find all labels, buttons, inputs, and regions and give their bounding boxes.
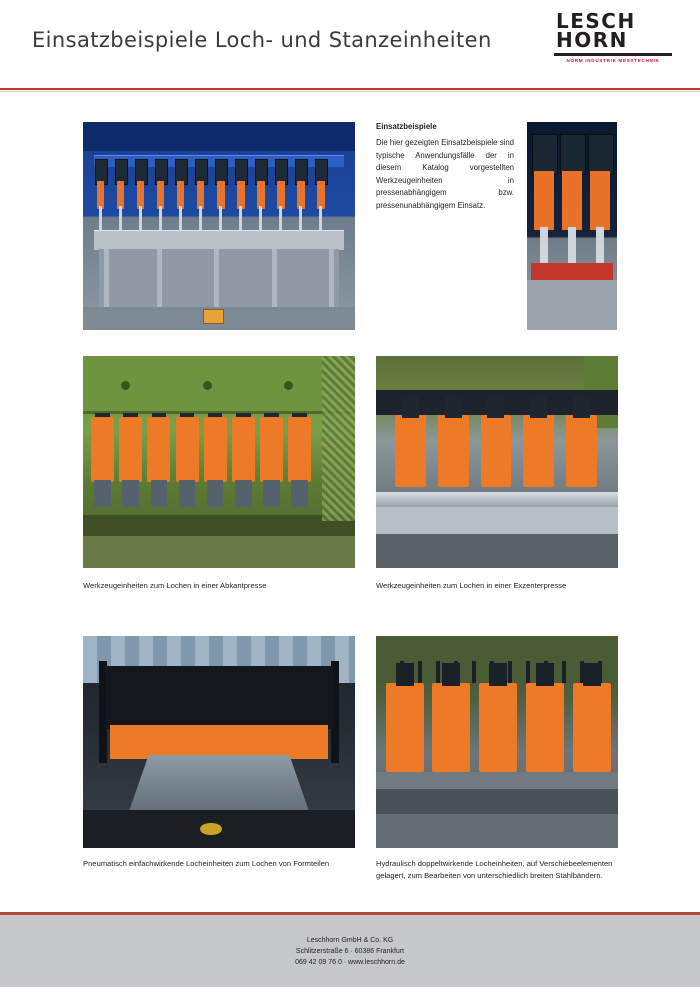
header-divider-secondary	[0, 91, 700, 92]
logo-tagline: NORM INDUSTRIE MESSTECHNIK	[566, 58, 660, 63]
figure-press-line-overview	[83, 122, 355, 330]
footer-company: Leschhorn GmbH & Co. KG	[306, 937, 394, 944]
header-divider	[0, 88, 700, 90]
page-title: Einsatzbeispiele Loch- und Stanzeinheiten	[32, 28, 492, 52]
logo-line-1: LESCH	[556, 9, 636, 33]
intro-text-block	[376, 122, 514, 213]
figure-hydraulic-punch-units	[376, 636, 618, 848]
figure-press-brake-punching	[83, 356, 355, 568]
caption-pneumatic-punch-units: Pneumatisch einfachwirkende Locheinheiten zum Lochen von Formteilen	[83, 859, 330, 868]
intro-paragraph: Die hier gezeigten Einsatzbeispiele sind typische Anwendungsfälle der in diesem Katalog vorgestellten Werkzeugeinheiten in pressenabhängigem bzw. pressenunabhängigem Einsatz.	[376, 138, 514, 210]
figure-eccentric-press-punching	[376, 356, 618, 568]
logo-line-2: HORN	[556, 28, 628, 52]
caption-hydraulic-punch-units: Hydraulisch doppeltwirkende Locheinheiten, auf Verschiebeelementen gelagert, zum Bearbeiten von unterschiedlich breiten Stahlbändern.	[376, 859, 613, 880]
figure-vertical-punch-units	[527, 122, 617, 330]
footer-contact: 069 42 09 76 0 · www.leschhorn.de	[295, 959, 405, 966]
caption-press-brake-punching: Werkzeugeinheiten zum Lochen in einer Abkantpresse	[83, 581, 267, 590]
page-header	[0, 0, 700, 88]
company-logo	[554, 9, 672, 74]
intro-heading: Einsatzbeispiele	[376, 122, 437, 131]
figure-pneumatic-punch-units	[83, 636, 355, 848]
logo-divider	[554, 53, 672, 56]
caption-eccentric-press-punching: Werkzeugeinheiten zum Lochen in einer Exzenterpresse	[376, 581, 567, 590]
footer-address: Schlitzerstraße 6 · 60386 Frankfurt	[295, 948, 405, 955]
